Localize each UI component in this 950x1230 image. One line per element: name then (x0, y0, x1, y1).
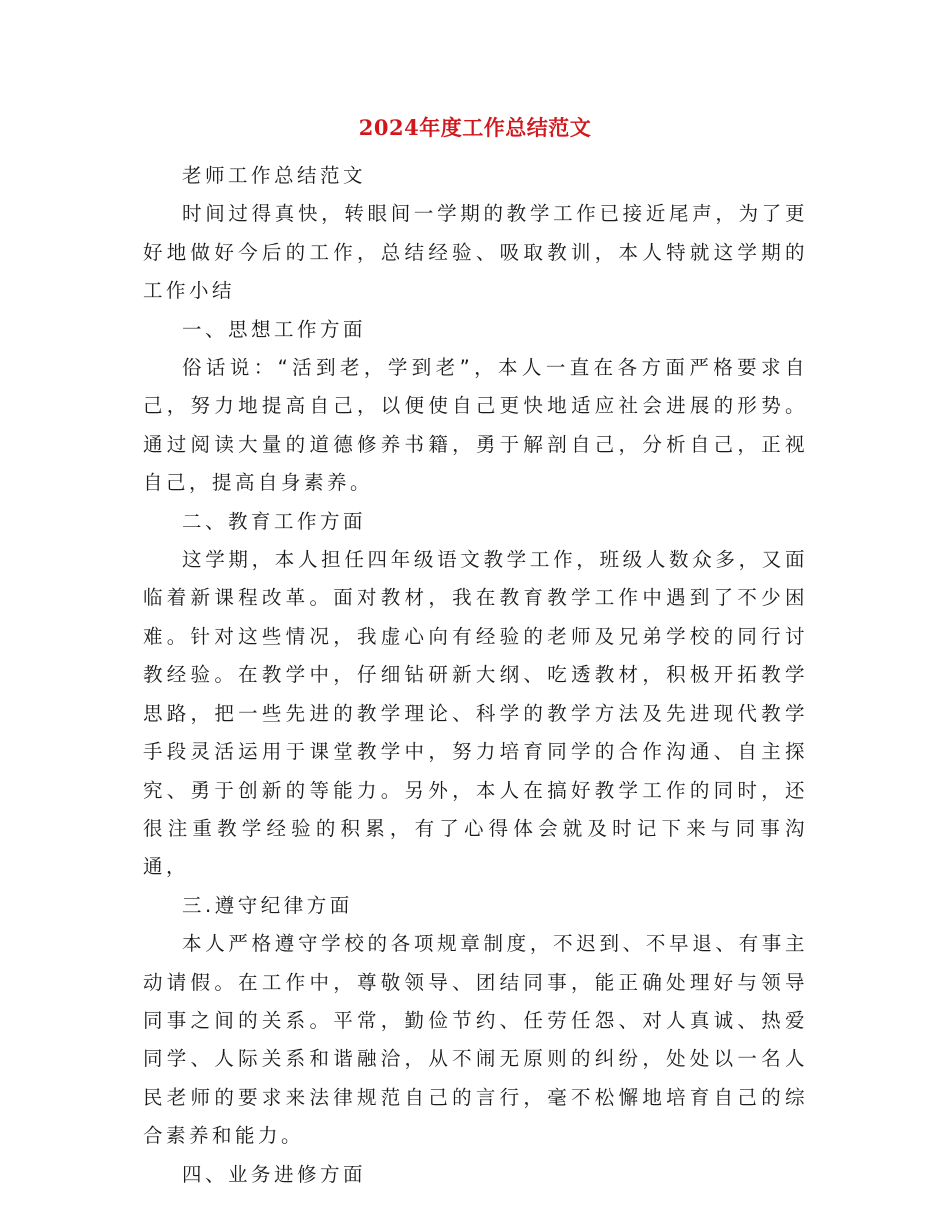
paragraph-education: 这学期，本人担任四年级语文教学工作，班级人数众多，又面临着新课程改革。面对教材，我在教育教学工作中遇到了不少困难。针对这些情况，我虚心向有经验的老师及兄弟学校的同行讨教经验。在教学中，仔细钻研新大纲、吃透教材，积极开拓教学思路，把一些先进的教学理论、科学的教学方法及先进现代教学手段灵活运用于课堂教学中，努力培育同学的合作沟通、自主探究、勇于创新的等能力。另外，本人在搞好教学工作的同时，还很注重教学经验的积累，有了心得体会就及时记下来与同事沟通， (143, 548, 808, 879)
section-heading-education: 二、教育工作方面 (182, 509, 367, 533)
document-body (143, 157, 808, 1194)
paragraph-subtitle: 老师工作总结范文 (182, 164, 367, 187)
section-heading-discipline: 三.遵守纪律方面 (182, 893, 353, 917)
section-heading-study: 四、业务进修方面 (182, 1162, 367, 1186)
paragraph-discipline: 本人严格遵守学校的各项规章制度，不迟到、不早退、有事主动请假。在工作中，尊敬领导、团结同事，能正确处理好与领导同事之间的关系。平常，勤俭节约、任劳任怨、对人真诚、热爱同学、人际关系和谐融洽，从不闹无原则的纠纷，处处以一名人民老师的要求来法律规范自己的言行，毫不松懈地培育自己的综合素养和能力。 (143, 932, 808, 1148)
document-title: 2024年度工作总结范文 (358, 115, 592, 140)
paragraph-intro: 时间过得真快，转眼间一学期的教学工作已接近尾声，为了更好地做好今后的工作，总结经验、吸取教训，本人特就这学期的工作小结 (143, 202, 808, 303)
section-heading-thought: 一、思想工作方面 (182, 317, 367, 341)
paragraph-thought: 俗话说：“活到老，学到老”，本人一直在各方面严格要求自己，努力地提高自己，以便使自己更快地适应社会进展的形势。通过阅读大量的道德修养书籍，勇于解剖自己，分析自己，正视自己，提高自身素养。 (143, 356, 808, 495)
